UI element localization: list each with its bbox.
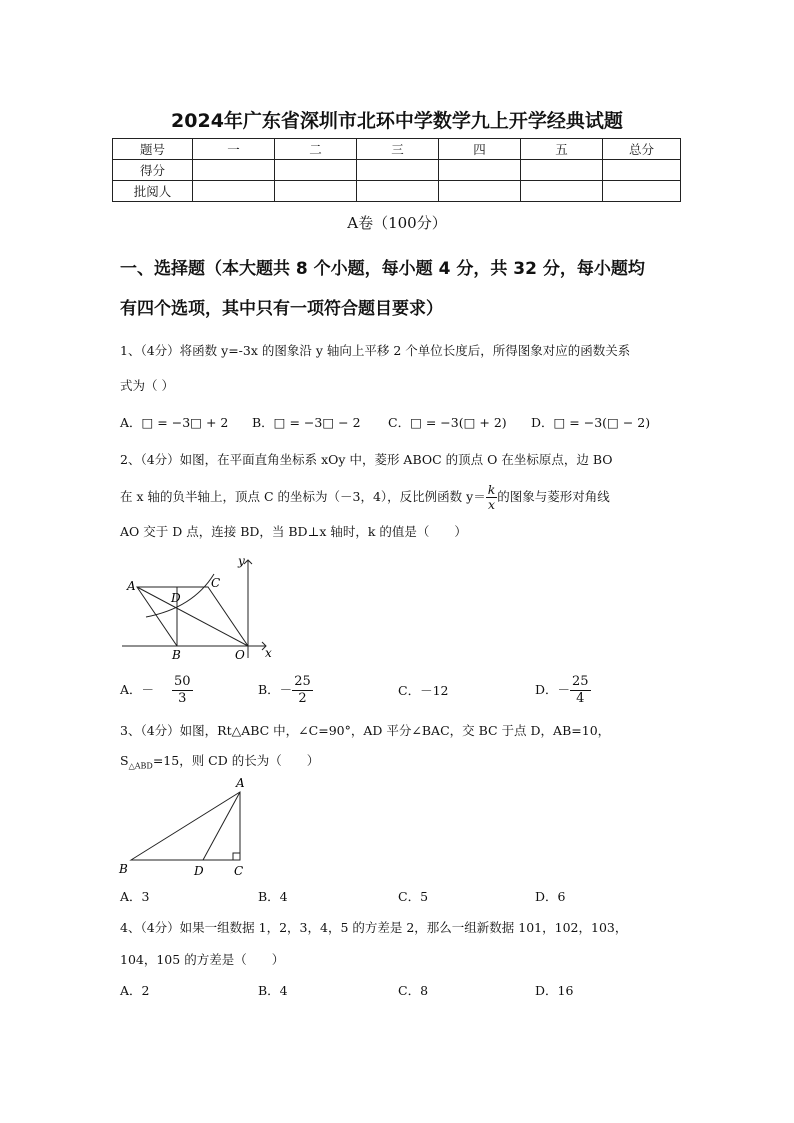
header-cell: 二 <box>275 139 357 160</box>
area-subscript: △ABD <box>128 761 153 771</box>
fraction-denominator: 2 <box>298 691 307 706</box>
q2-option-a[interactable] <box>120 671 193 709</box>
q2-option-d[interactable] <box>535 671 591 709</box>
label-b: B <box>172 648 181 662</box>
reviewer-cell[interactable] <box>521 181 603 202</box>
fraction-denominator: 4 <box>576 691 585 706</box>
q4-option-d[interactable]: D．16 <box>535 983 574 998</box>
q2-stem-line1: 2、（4分）如图，在平面直角坐标系 xOy 中，菱形 ABOC 的顶点 O 在坐标原点，边 BO <box>120 452 613 467</box>
option-fraction <box>570 674 591 707</box>
area-symbol: S <box>120 753 129 768</box>
score-cell[interactable] <box>521 160 603 181</box>
q2-stem-line2 <box>120 478 610 516</box>
fraction-numerator: 25 <box>294 674 311 689</box>
q3-option-d[interactable]: D．6 <box>535 889 566 904</box>
fraction-denominator: x <box>487 497 496 512</box>
label-a: A <box>127 579 136 593</box>
q1-option-b[interactable]: B．□ = −3□ − 2 <box>252 415 361 430</box>
label-c: C <box>234 864 244 878</box>
q1-option-c[interactable]: C．□ = −3(□ + 2) <box>388 415 507 430</box>
label-x: x <box>265 646 272 660</box>
q1-stem-line1: 1、（4分）将函数 y=-3x 的图象沿 y 轴向上平移 2 个单位长度后，所得图象对应的函数关系 <box>120 343 631 358</box>
triangle-abc <box>131 792 240 860</box>
header-cell: 一 <box>193 139 275 160</box>
option-fraction <box>172 674 193 707</box>
reviewer-cell[interactable] <box>357 181 439 202</box>
reviewer-cell[interactable] <box>193 181 275 202</box>
option-label: D．－ <box>535 682 571 697</box>
label-d: D <box>171 591 181 605</box>
q2-line2-pre: 在 x 轴的负半轴上，顶点 C 的坐标为（－3，4），反比例函数 y＝ <box>120 489 486 504</box>
q3-option-a[interactable]: A．3 <box>120 889 150 904</box>
q2-option-c[interactable]: C．－12 <box>398 683 449 698</box>
q1-stem-line2: 式为（ ） <box>120 378 174 393</box>
q2-figure-rhombus <box>118 550 278 662</box>
option-label: B．－ <box>258 682 293 697</box>
score-cell[interactable] <box>439 160 521 181</box>
q3-stem-line1: 3、（4分）如图，Rt△ABC 中，∠C=90°，AD 平分∠BAC，交 BC 于点 D，AB=10， <box>120 723 611 738</box>
reviewer-cell[interactable] <box>439 181 521 202</box>
fraction-denominator: 3 <box>178 691 187 706</box>
score-cell[interactable] <box>357 160 439 181</box>
q3-line2-post: =15，则 CD 的长为（ ） <box>152 753 320 768</box>
q4-option-b[interactable]: B．4 <box>258 983 288 998</box>
q3-option-c[interactable]: C．5 <box>398 889 429 904</box>
row-label: 得分 <box>113 160 193 181</box>
q2-option-b[interactable] <box>258 671 313 709</box>
q4-option-c[interactable]: C．8 <box>398 983 429 998</box>
label-a: A <box>236 776 245 790</box>
fraction-numerator: 25 <box>572 674 589 689</box>
section-a-heading: A卷（100分） <box>347 214 447 232</box>
q4-stem-line2: 104，105 的方差是（ ） <box>120 952 285 967</box>
score-row <box>113 160 681 181</box>
q1-option-a[interactable]: A．□ = −3□ + 2 <box>120 415 229 430</box>
header-cell: 五 <box>521 139 603 160</box>
label-b: B <box>119 862 128 876</box>
reviewer-cell[interactable] <box>603 181 681 202</box>
part1-heading-line1: 一、选择题（本大题共 8 个小题，每小题 4 分，共 32 分，每小题均 <box>120 259 645 279</box>
label-y: y <box>238 554 245 568</box>
label-d: D <box>194 864 204 878</box>
q2-stem-line3: AO 交于 D 点，连接 BD，当 BD⊥x 轴时，k 的值是（ ） <box>120 524 467 539</box>
q4-stem-line1: 4、（4分）如果一组数据 1，2，3，4，5 的方差是 2，那么一组新数据 101，102，103， <box>120 920 628 935</box>
fraction-numerator: k <box>487 482 496 497</box>
header-cell: 总分 <box>603 139 681 160</box>
header-cell: 三 <box>357 139 439 160</box>
row-label: 批阅人 <box>113 181 193 202</box>
fraction-numerator: 50 <box>174 674 191 689</box>
label-o: O <box>235 648 245 662</box>
score-table <box>112 138 681 202</box>
q1-option-d[interactable]: D．□ = −3(□ − 2) <box>531 415 651 430</box>
q4-option-a[interactable]: A．2 <box>120 983 150 998</box>
part1-heading-line2: 有四个选项，其中只有一项符合题目要求） <box>120 299 443 319</box>
label-c: C <box>211 576 221 590</box>
reviewer-cell[interactable] <box>275 181 357 202</box>
header-cell: 四 <box>439 139 521 160</box>
q2-line2-post: 的图象与菱形对角线 <box>497 489 610 504</box>
bisector-ad <box>203 792 240 860</box>
q3-option-b[interactable]: B．4 <box>258 889 288 904</box>
score-cell[interactable] <box>193 160 275 181</box>
k-over-x-fraction <box>486 483 498 512</box>
score-cell[interactable] <box>603 160 681 181</box>
q3-figure-triangle <box>116 774 256 878</box>
q3-stem-line2 <box>120 751 319 771</box>
option-label: A．－ <box>120 682 155 697</box>
right-angle-mark <box>233 853 240 860</box>
header-cell: 题号 <box>113 139 193 160</box>
diagonal-ao <box>137 587 248 646</box>
option-fraction <box>292 674 313 707</box>
score-table-header-row <box>113 139 681 160</box>
exam-title: 2024年广东省深圳市北环中学数学九上开学经典试题 <box>171 110 623 132</box>
score-cell[interactable] <box>275 160 357 181</box>
reviewer-row <box>113 181 681 202</box>
